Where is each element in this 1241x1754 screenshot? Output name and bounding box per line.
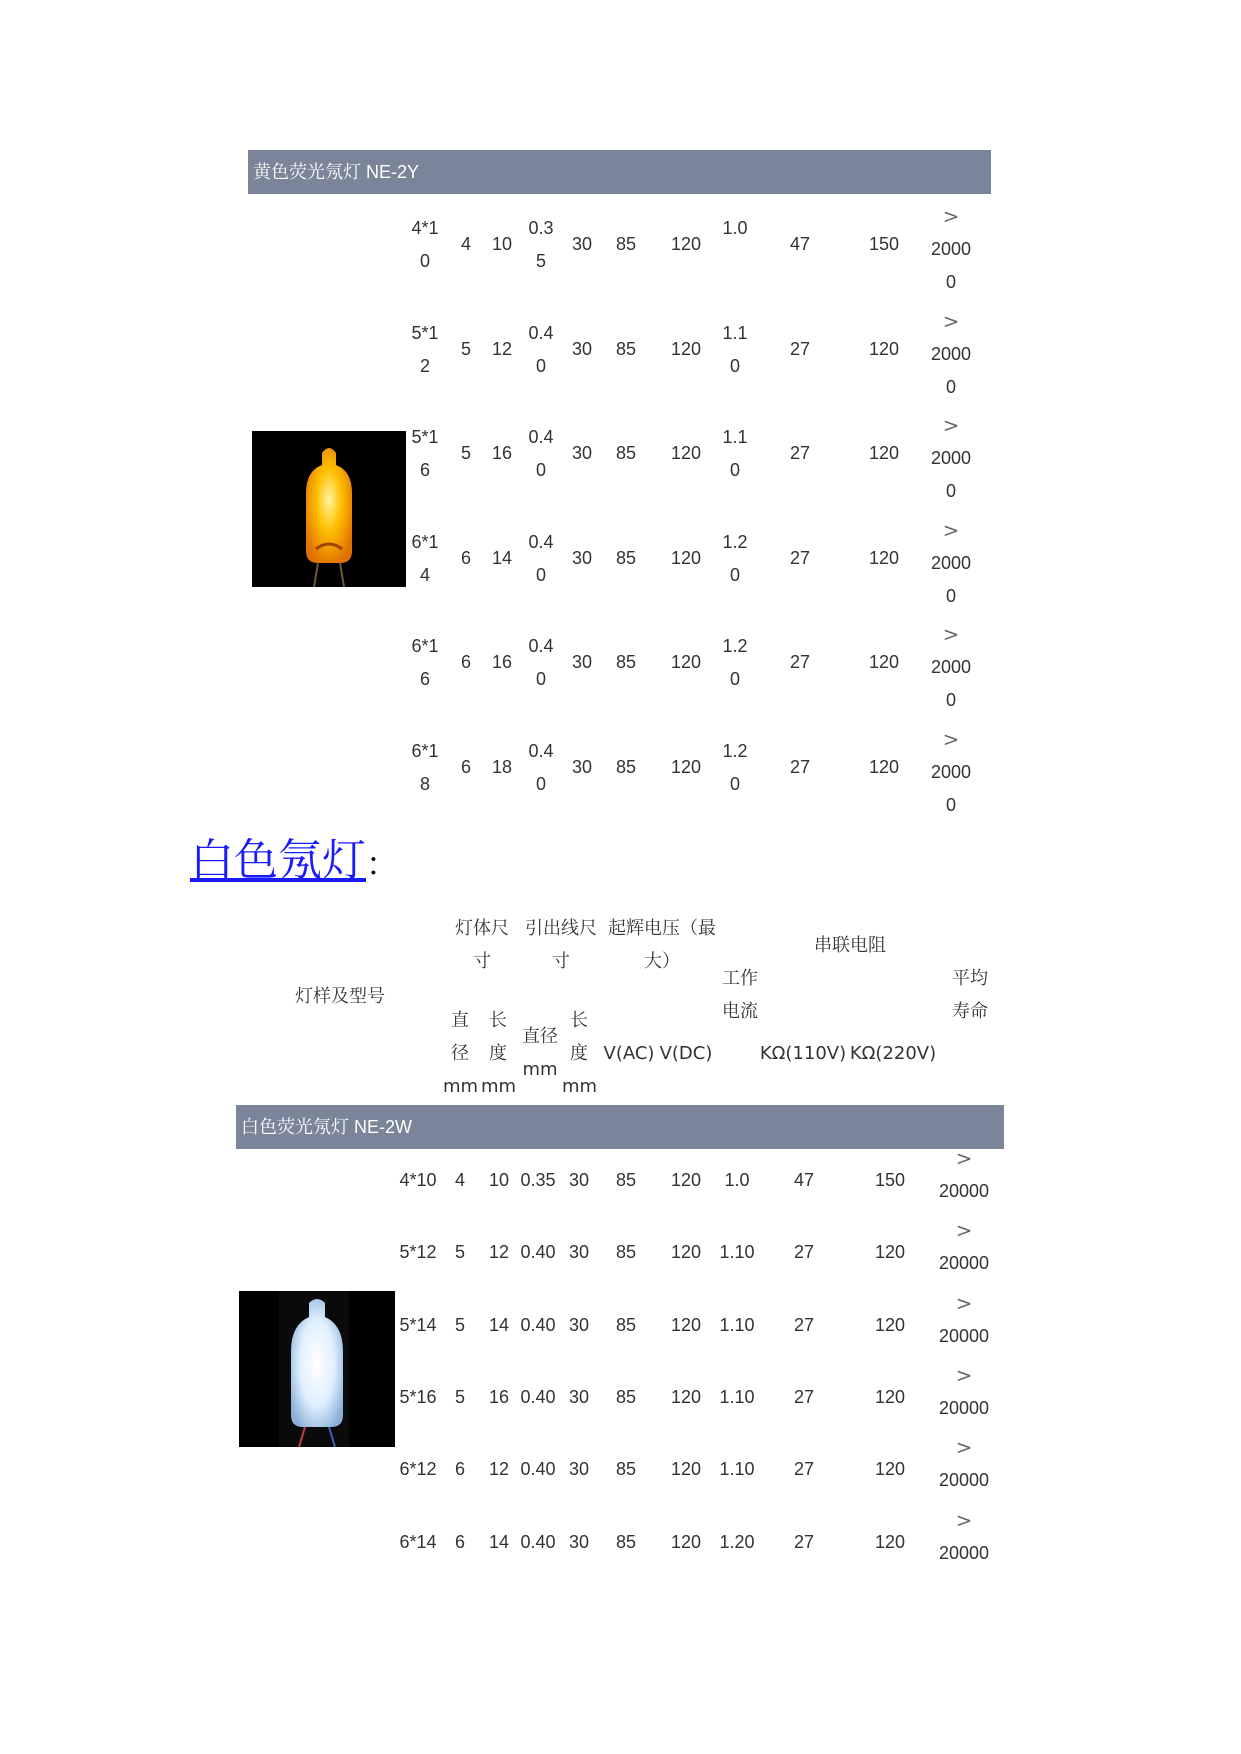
cell-lead: 30 — [568, 1386, 590, 1407]
header-series-resistor: 串联电阻 — [814, 935, 886, 956]
table-row — [0, 1218, 1241, 1308]
cell-wire: 0.40 — [528, 427, 554, 480]
cell-lead: 30 — [568, 1531, 590, 1552]
table-row — [0, 1435, 1241, 1525]
cell-wire: 0.40 — [520, 1314, 556, 1335]
cell-model: 6*14 — [399, 1531, 437, 1552]
cell-dia: 5 — [454, 1386, 465, 1407]
cell-r110: 47 — [789, 234, 811, 254]
greater-than-sign: > — [955, 1290, 973, 1315]
cell-len: 18 — [491, 756, 513, 777]
cell-model: 5*16 — [399, 1386, 437, 1407]
greater-than-sign: > — [942, 622, 960, 646]
cell-vdc: 120 — [670, 338, 702, 359]
cell-vdc: 120 — [670, 1170, 702, 1190]
cell-cur: 1.20 — [722, 636, 748, 689]
cell-len: 16 — [488, 1386, 510, 1407]
life-value: 20000 — [938, 1470, 990, 1491]
header-length: 长度 — [489, 1010, 507, 1064]
cell-vac: 85 — [615, 756, 637, 777]
cell-lead: 30 — [568, 1314, 590, 1335]
life-value: 20000 — [938, 1253, 990, 1274]
cell-r110: 27 — [789, 652, 811, 672]
greater-than-sign: > — [955, 1362, 973, 1387]
cell-vac: 85 — [615, 652, 637, 672]
white-section-band: 白色荧光氖灯 NE-2W — [236, 1105, 1004, 1149]
cell-len: 16 — [491, 652, 513, 672]
table-row — [0, 308, 1241, 422]
greater-than-sign: > — [942, 726, 960, 751]
cell-dia: 6 — [460, 756, 471, 777]
greater-than-sign: > — [942, 413, 960, 437]
header-lead-length-mm: mm — [562, 1076, 598, 1097]
header-lead-size: 引出线尺寸 — [525, 918, 597, 972]
cell-len: 10 — [488, 1170, 510, 1190]
cell-vac: 85 — [615, 1459, 637, 1480]
white-neon-link[interactable]: 白色氖灯 — [190, 835, 366, 886]
cell-dia: 4 — [460, 234, 471, 254]
table-row — [0, 1290, 1241, 1381]
header-vdc: V(DC) — [659, 1043, 713, 1064]
cell-r110: 47 — [793, 1170, 815, 1190]
header-lead-length: 长度 — [570, 1010, 588, 1064]
white-section-title — [190, 824, 398, 888]
cell-vac: 85 — [615, 547, 637, 568]
cell-len: 12 — [488, 1242, 510, 1263]
cell-r110: 27 — [793, 1531, 815, 1552]
cell-r220: 120 — [868, 547, 900, 568]
greater-than-sign: > — [955, 1507, 973, 1532]
header-body-size: 灯体尺寸 — [455, 918, 509, 972]
table-row — [0, 204, 1241, 317]
cell-dia: 6 — [460, 547, 471, 568]
greater-than-sign: > — [942, 204, 960, 228]
cell-cur: 1.10 — [719, 1386, 755, 1407]
cell-dia: 6 — [454, 1459, 465, 1480]
cell-dia: 6 — [460, 652, 471, 672]
cell-r110: 27 — [793, 1459, 815, 1480]
cell-model: 5*16 — [411, 427, 439, 480]
cell-lead: 30 — [571, 756, 593, 777]
greater-than-sign: > — [955, 1435, 973, 1460]
cell-model: 6*16 — [411, 636, 439, 689]
cell-len: 12 — [488, 1459, 510, 1480]
yellow-section-band: 黄色荧光氖灯 NE-2Y — [248, 150, 991, 194]
cell-wire: 0.40 — [520, 1242, 556, 1263]
greater-than-sign: > — [955, 1218, 973, 1243]
cell-vac: 85 — [615, 1314, 637, 1335]
cell-wire: 0.40 — [528, 740, 554, 794]
cell-vdc: 120 — [670, 1531, 702, 1552]
cell-r220: 120 — [874, 1386, 906, 1407]
cell-cur: 1.0 — [724, 1170, 750, 1190]
cell-r110: 27 — [793, 1386, 815, 1407]
table-row — [0, 413, 1241, 526]
cell-len: 10 — [491, 234, 513, 254]
cell-vdc: 120 — [670, 1242, 702, 1263]
cell-lead: 30 — [571, 547, 593, 568]
cell-vac: 85 — [615, 443, 637, 463]
cell-cur: 1.10 — [719, 1242, 755, 1263]
cell-r220: 120 — [868, 652, 900, 672]
title-colon: ： — [366, 845, 399, 883]
header-avg-life: 平均寿命 — [952, 968, 988, 1022]
life-value: 20000 — [938, 1325, 990, 1346]
cell-r220: 150 — [874, 1170, 906, 1190]
cell-wire: 0.40 — [528, 636, 554, 689]
header-vac: V(AC) — [603, 1043, 655, 1064]
cell-r220: 120 — [874, 1242, 906, 1263]
cell-model: 5*12 — [399, 1242, 437, 1263]
cell-vdc: 120 — [670, 547, 702, 568]
table-row — [0, 622, 1241, 735]
cell-model: 4*10 — [411, 218, 439, 271]
cell-dia: 5 — [454, 1242, 465, 1263]
cell-life — [934, 1142, 994, 1208]
cell-vac: 85 — [615, 234, 637, 254]
cell-vac: 85 — [615, 1170, 637, 1190]
life-value: 20000 — [938, 1181, 990, 1201]
header-k220: KΩ(220V) — [849, 1043, 937, 1064]
cell-r220: 120 — [874, 1459, 906, 1480]
cell-model: 6*18 — [411, 740, 439, 794]
header-k110: KΩ(110V) — [759, 1043, 847, 1064]
cell-vdc: 120 — [670, 1314, 702, 1335]
cell-wire: 0.40 — [520, 1531, 556, 1552]
cell-cur: 1.20 — [719, 1531, 755, 1552]
cell-r220: 120 — [868, 443, 900, 463]
life-value: 20000 — [938, 1542, 990, 1563]
cell-life — [928, 305, 974, 404]
cell-life — [928, 200, 974, 299]
cell-wire: 0.40 — [520, 1459, 556, 1480]
table-row — [0, 517, 1241, 631]
cell-cur: 1.20 — [722, 740, 748, 794]
cell-life — [928, 409, 974, 508]
cell-model: 4*10 — [399, 1170, 437, 1190]
greater-than-sign: > — [942, 517, 960, 542]
cell-r110: 27 — [789, 756, 811, 777]
table-row — [0, 1362, 1241, 1453]
cell-life — [934, 1359, 994, 1425]
cell-len: 12 — [491, 338, 513, 359]
table-row — [0, 726, 1241, 840]
cell-dia: 5 — [454, 1314, 465, 1335]
cell-r110: 27 — [793, 1314, 815, 1335]
cell-lead: 30 — [571, 652, 593, 672]
cell-dia: 5 — [460, 443, 471, 463]
header-diameter-mm: mm — [443, 1076, 479, 1097]
cell-life — [928, 514, 974, 613]
cell-vdc: 120 — [670, 443, 702, 463]
header-diameter: 直径 — [451, 1010, 469, 1064]
cell-vdc: 120 — [670, 652, 702, 672]
cell-model: 6*12 — [399, 1459, 437, 1480]
cell-model: 5*12 — [411, 322, 439, 376]
life-value: 20000 — [930, 239, 972, 292]
cell-cur: 1.10 — [722, 322, 748, 376]
cell-r110: 27 — [789, 443, 811, 463]
cell-r110: 27 — [789, 547, 811, 568]
cell-r220: 120 — [874, 1314, 906, 1335]
cell-vac: 85 — [615, 1386, 637, 1407]
cell-life — [928, 723, 974, 822]
table-row — [0, 1146, 1241, 1236]
cell-r220: 120 — [868, 756, 900, 777]
cell-len: 16 — [491, 443, 513, 463]
cell-life — [934, 1504, 994, 1570]
cell-len: 14 — [488, 1314, 510, 1335]
cell-dia: 4 — [454, 1170, 465, 1190]
cell-wire: 0.35 — [528, 218, 554, 271]
cell-r220: 120 — [874, 1531, 906, 1552]
greater-than-sign: > — [942, 308, 960, 333]
life-value: 20000 — [930, 343, 972, 397]
cell-vac: 85 — [615, 1531, 637, 1552]
cell-len: 14 — [488, 1531, 510, 1552]
cell-wire: 0.40 — [520, 1386, 556, 1407]
life-value: 20000 — [938, 1397, 990, 1418]
cell-lead: 30 — [571, 234, 593, 254]
cell-r110: 27 — [793, 1242, 815, 1263]
cell-life — [934, 1431, 994, 1497]
cell-cur: 1.10 — [719, 1459, 755, 1480]
life-value: 20000 — [930, 657, 972, 710]
cell-r220: 120 — [868, 338, 900, 359]
cell-dia: 5 — [460, 338, 471, 359]
cell-wire: 0.40 — [528, 531, 554, 585]
header-length-mm: mm — [481, 1076, 517, 1097]
cell-cur: 1.0 — [722, 218, 748, 238]
cell-life — [934, 1287, 994, 1353]
cell-vac: 85 — [615, 1242, 637, 1263]
cell-wire: 0.40 — [528, 322, 554, 376]
cell-lead: 30 — [568, 1459, 590, 1480]
cell-lead: 30 — [568, 1242, 590, 1263]
cell-cur: 1.20 — [722, 531, 748, 585]
cell-model: 6*14 — [411, 531, 439, 585]
life-value: 20000 — [930, 552, 972, 606]
cell-vdc: 120 — [670, 1386, 702, 1407]
cell-lead: 30 — [568, 1170, 590, 1190]
life-value: 20000 — [930, 448, 972, 501]
header-work-current: 工作电流 — [722, 968, 758, 1022]
header-lead-diameter: 直径 — [522, 1026, 558, 1047]
cell-vdc: 120 — [670, 756, 702, 777]
cell-cur: 1.10 — [722, 427, 748, 480]
life-value: 20000 — [930, 761, 972, 815]
cell-lead: 30 — [571, 443, 593, 463]
cell-wire: 0.35 — [520, 1170, 556, 1190]
table-row — [0, 1507, 1241, 1598]
cell-lead: 30 — [571, 338, 593, 359]
cell-life — [928, 618, 974, 717]
cell-model: 5*14 — [399, 1314, 437, 1335]
cell-life — [934, 1214, 994, 1280]
cell-vac: 85 — [615, 338, 637, 359]
cell-r110: 27 — [789, 338, 811, 359]
header-sample: 灯样及型号 — [295, 986, 385, 1007]
cell-dia: 6 — [454, 1531, 465, 1552]
cell-len: 14 — [491, 547, 513, 568]
header-lead-diameter-mm: mm — [522, 1059, 558, 1080]
greater-than-sign: > — [955, 1146, 973, 1170]
cell-vdc: 120 — [670, 1459, 702, 1480]
header-start-voltage: 起辉电压（最大） — [608, 918, 716, 972]
cell-vdc: 120 — [670, 234, 702, 254]
cell-r220: 150 — [868, 234, 900, 254]
cell-cur: 1.10 — [719, 1314, 755, 1335]
